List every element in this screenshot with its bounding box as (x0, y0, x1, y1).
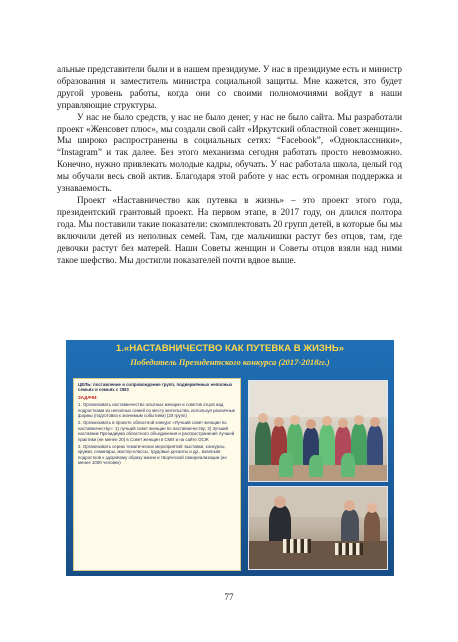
page-number: 77 (224, 592, 234, 602)
paragraph-3: Проект «Наставничество как путевка в жизнь» – это проект этого года, президентский грантовый проект. На первом этапе, в 2017 году, он длился полтора года. Мы поставили такие показатели: скомплектовать 20 групп детей, в которые бы мы включили детей из неполных семей. Там, где мальчишки растут без отцов, там, где девочки растут без матерей. Наши Советы женщин и Советы отцов взяли над ними такое шефство. Мы достигли показателей почти вдвое выше. (57, 194, 402, 265)
slide-text-panel (73, 378, 241, 571)
slide-subtitle: Победитель Президентского конкурса (2017-2018гг.) (130, 357, 330, 367)
paragraph-1: альные представители были и в нашем президиуме. У нас в президиуме есть и министр образования и заместитель министра социальной защиты. Мне кажется, это будет другой уровень работы, когда они со своими полномочиями войдут в наши управляющие структуры. (57, 64, 402, 110)
paragraph-2: У нас не было средств, у нас не было денег, у нас не было сайта. Мы разработали проект «Женсовет плюс», мы создали свой сайт «Иркутский областной совет женщин». Мы широко распространены в социальных сетях: “Facebook”, «Одноклассники», “Instagram” и так далее. Без этого механизма сегодня работать просто невозможно. Конечно, нужно привлекать молодые кадры, обучать. У нас работала школа, целый год мы обучали весь свой актив. Благодаря этой работе у нас есть огромная поддержка и узнаваемость. (57, 111, 402, 194)
body-text (57, 64, 402, 266)
group-photo (248, 380, 388, 482)
panel-task-3: 3. Организовать серию тематических мероприятий: выставки, конкурсы, кружки, семинары, мастер-классы, трудовые десанты и др., вовлекая подростков к здоровому образу жизни и творческой самореализации (не менее 1000 человек) (78, 444, 227, 466)
panel-task-1: 1. Организовать наставничество опытных женщин и советов отцов над подростками из неполных семей по месту жительства, используя различные формы (подготовка к значимым событиям) (20 групп) (78, 402, 236, 419)
panel-tasks-label: ЗАДАЧИ: (78, 394, 98, 400)
slide-title: 1.«НАСТАВНИЧЕСТВО КАК ПУТЕВКА В ЖИЗНЬ» (115, 343, 345, 354)
panel-task-2: 2. Организовать в проекте областной конкурс «Лучший совет женщин по наставничеству»: 1) лучший совет женщин по наставничеству; 2) лучший наставник Президиума областного объединения и распространения лучшей практики (не менее 20) в Совет женщин в СМИ и на сайте ОСЖ (78, 420, 235, 442)
panel-goal: ЦЕЛЬ: поставление и сопровождение групп, подвержённых неполных семьях и семьях с ОВЗ (78, 382, 233, 393)
presentation-slide (66, 340, 394, 576)
chess-photo (248, 486, 388, 570)
